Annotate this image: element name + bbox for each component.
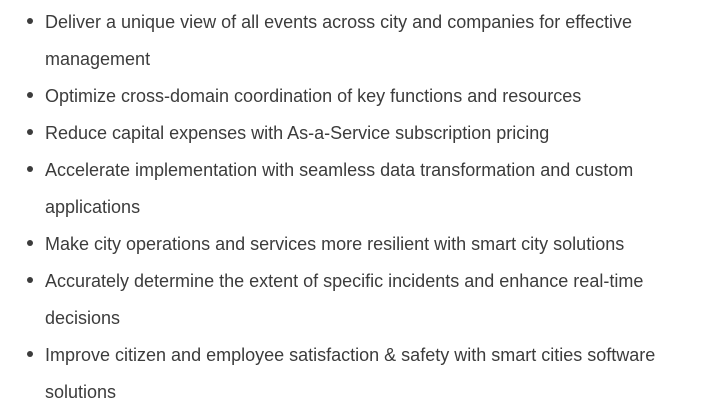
list-item xyxy=(0,152,717,226)
list-item-text: Improve citizen and employee satisfaction & safety with smart cities software solutions xyxy=(45,345,656,402)
bullet-icon xyxy=(27,240,33,246)
bullet-icon xyxy=(27,18,33,24)
list-item-text: Deliver a unique view of all events across city and companies for effective management xyxy=(45,12,632,69)
list-item xyxy=(0,78,717,115)
list-item xyxy=(0,263,717,337)
bullet-icon xyxy=(27,277,33,283)
list-item-text: Accurately determine the extent of specific incidents and enhance real-time decisions xyxy=(45,271,644,328)
list-item-text: Accelerate implementation with seamless data transformation and custom applications xyxy=(45,160,634,217)
list-item-text: Optimize cross-domain coordination of key functions and resources xyxy=(45,86,582,106)
bullet-icon xyxy=(27,129,33,135)
list-item xyxy=(0,4,717,78)
bullet-icon xyxy=(27,166,33,172)
list-item xyxy=(0,226,717,263)
list-item-text: Make city operations and services more resilient with smart city solutions xyxy=(45,234,625,254)
bullet-icon xyxy=(27,351,33,357)
list-item xyxy=(0,337,717,411)
list-item xyxy=(0,115,717,152)
bullet-icon xyxy=(27,92,33,98)
list-item-text: Reduce capital expenses with As-a-Service subscription pricing xyxy=(45,123,550,143)
